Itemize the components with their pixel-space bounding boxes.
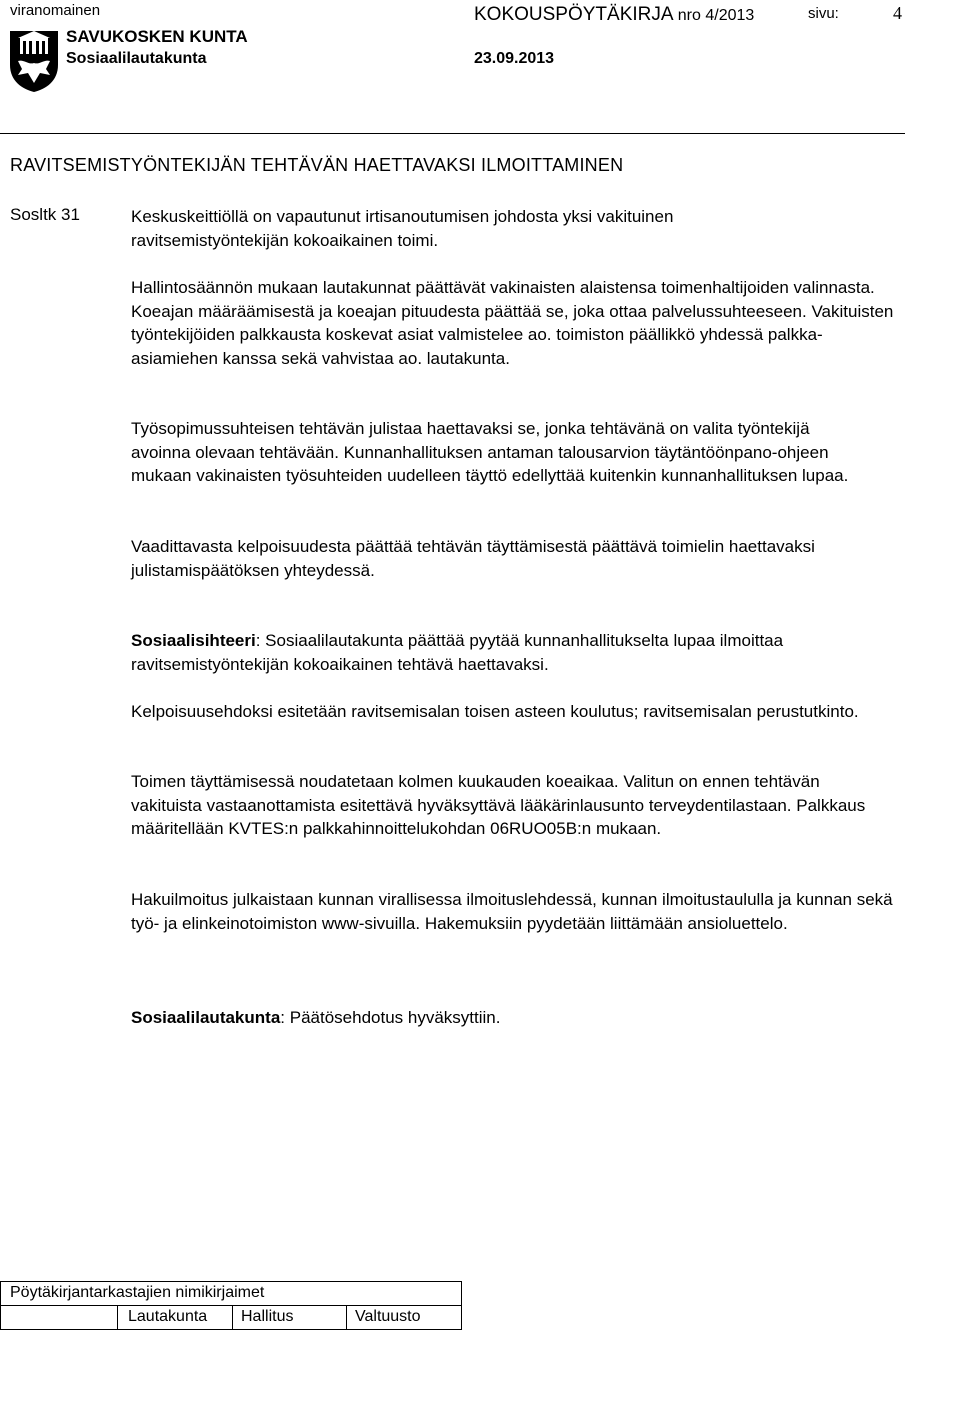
decision-paragraph xyxy=(131,1006,851,1030)
page-number: 4 xyxy=(893,3,902,23)
decision-label: Sosiaalilautakunta xyxy=(131,1008,281,1027)
doc-number: nro 4/2013 xyxy=(677,7,755,24)
doc-title: KOKOUSPÖYTÄKIRJA xyxy=(474,4,673,25)
section-title: RAVITSEMISTYÖNTEKIJÄN TEHTÄVÄN HAETTAVAKSI ILMOITTAMINEN xyxy=(10,155,624,175)
coat-of-arms-icon xyxy=(8,29,60,93)
header-divider xyxy=(0,133,905,134)
meeting-date: 23.09.2013 xyxy=(474,50,555,67)
proposal-label: Sosiaalisihteeri xyxy=(131,631,256,650)
municipality-name: SAVUKOSKEN KUNTA xyxy=(66,27,248,46)
body-name: Sosiaalilautakunta xyxy=(66,50,207,67)
footer-divider xyxy=(346,1305,347,1330)
doc-title-line xyxy=(474,4,754,26)
page-label: sivu: xyxy=(808,5,839,22)
proposal-text: : Sosiaalilautakunta päättää pyytää kunnanhallitukselta lupaa ilmoittaa ravitsemistyöntekijän kokoaikainen tehtävä haettavaksi. xyxy=(131,631,784,674)
footer-title: Pöytäkirjantarkastajien nimikirjaimet xyxy=(10,1284,265,1301)
decision-text: : Päätösehdotus hyväksyttiin. xyxy=(280,1008,501,1027)
draft-label: viranomainen xyxy=(10,2,101,19)
footer-col-hallitus: Hallitus xyxy=(241,1308,294,1325)
paragraph: Vaadittavasta kelpoisuudesta päättää tehtävän täyttämisestä päättävä toimielin haettavaksi julistamispäätöksen yhteydessä. xyxy=(131,537,815,580)
paragraph: Kelpoisuusehdoksi esitetään ravitsemisalan toisen asteen koulutus; ravitsemisalan perustutkinto. xyxy=(131,702,859,721)
footer-divider xyxy=(117,1305,118,1330)
footer-col-valtuusto: Valtuusto xyxy=(355,1308,421,1325)
section-id: Sosltk 31 xyxy=(10,205,80,224)
paragraph: Hallintosäännön mukaan lautakunnat päättävät vakinaisten alaistensa toimenhaltijoiden valinnasta. Koeajan määräämisestä ja koeajan pituudesta päättää se, joka ottaa palvelussuhteeseen. Vakituisten työntekijöiden palkkausta koskevat asiat valmistelee ao. toimiston päällikkö yhdessä palkka-asiamiehen kanssa sekä vahvistaa ao. lautakunta. xyxy=(131,278,894,368)
proposal-paragraph xyxy=(131,629,851,676)
footer-divider xyxy=(232,1305,233,1330)
paragraph: Keskuskeittiöllä on vapautunut irtisanoutumisen johdosta yksi vakituinen ravitsemistyöntekijän kokoaikainen toimi. xyxy=(131,207,674,250)
paragraph: Työsopimussuhteisen tehtävän julistaa haettavaksi se, jonka tehtävänä on valita työntekijä avoinna olevaan tehtävään. Kunnanhallituksen antaman talousarvion täytäntöönpano-ohjeen mukaan vakinaisten työsuhteiden uudelleen täyttö edellyttää kuitenkin kunnanhallituksen lupaa. xyxy=(131,419,849,485)
paragraph: Hakuilmoitus julkaistaan kunnan virallisessa ilmoituslehdessä, kunnan ilmoitustaululla ja kunnan sekä työ- ja elinkeinotoimiston www-sivuilla. Hakemuksiin pyydetään liittämään ansioluettelo. xyxy=(131,890,893,933)
footer-col-lautakunta: Lautakunta xyxy=(128,1308,208,1325)
paragraph: Toimen täyttämisessä noudatetaan kolmen kuukauden koeaikaa. Valitun on ennen tehtävän vakituista vastaanottamista esitettävä hyväksyttävä lääkärinlausunto terveydentilastaan. Palkkaus määritellään KVTES:n palkkahinnoittelukohdan 06RUO05B:n mukaan. xyxy=(131,772,866,838)
